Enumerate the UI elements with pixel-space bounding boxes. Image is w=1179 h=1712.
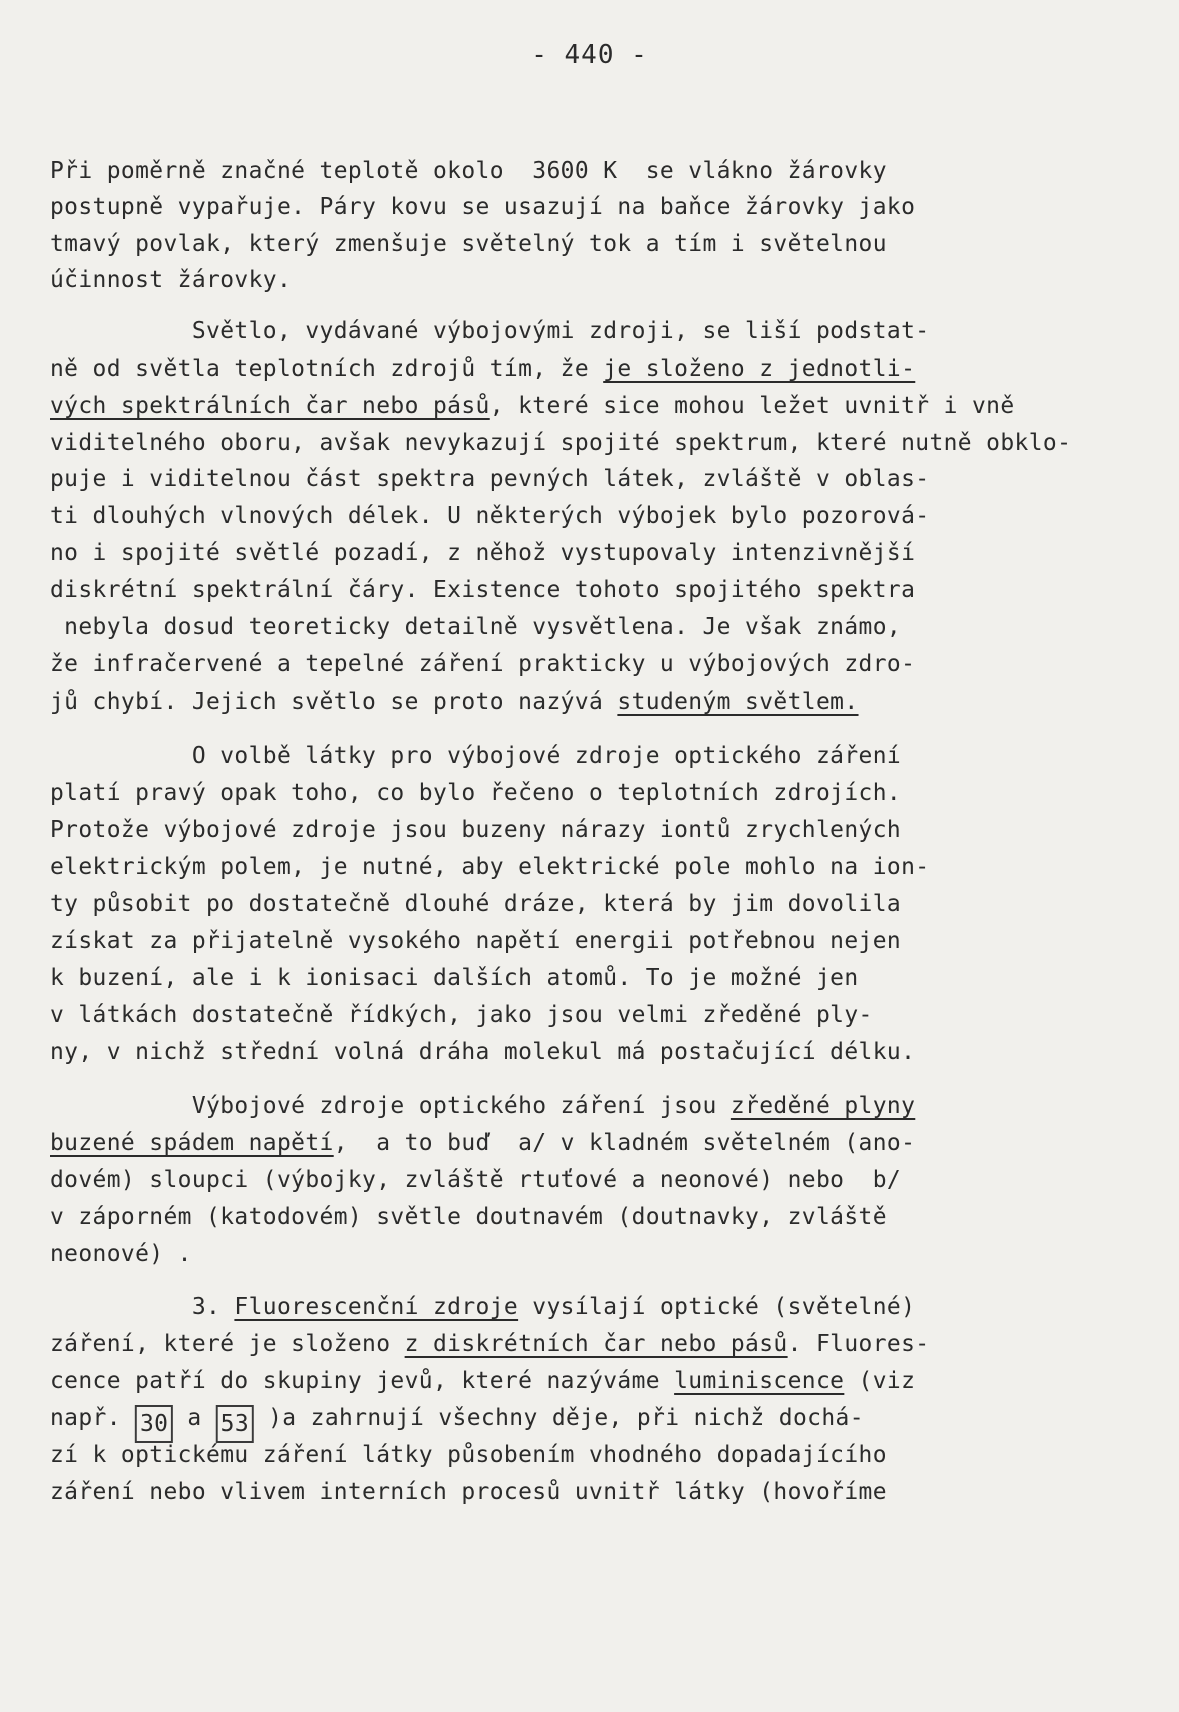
text-line — [50, 1036, 915, 1066]
text-segment: zí k optickému záření látky působením vhodného dopadajícího — [50, 1440, 887, 1468]
text-segment: viditelného oboru, avšak nevykazují spojité spektrum, které nutně obklo- — [50, 428, 1072, 456]
text-segment: tmavý povlak, který zmenšuje světelný tok a tím i světelnou — [50, 229, 887, 257]
text-line — [50, 353, 915, 383]
text-segment: v záporném (katodovém) světle doutnavém (doutnavky, zvláště — [50, 1202, 887, 1230]
text-line — [50, 155, 887, 185]
underlined-text: luminiscence — [674, 1366, 845, 1394]
text-segment: elektrickým polem, je nutné, aby elektrické pole mohlo na ion- — [50, 852, 930, 880]
text-line — [50, 427, 1071, 457]
text-line — [50, 1402, 864, 1443]
underlined-text: Fluorescenční zdroje — [234, 1292, 519, 1320]
text-segment: že infračervené a tepelné záření prakticky u výbojových zdro- — [50, 649, 916, 677]
text-line — [50, 1090, 915, 1120]
text-segment: záření, které je složeno — [50, 1329, 405, 1357]
text-line — [50, 925, 901, 955]
text-segment: získat za přijatelně vysokého napětí energii potřebnou nejen — [50, 926, 902, 954]
text-segment: platí pravý opak toho, co bylo řečeno o teplotních zdrojích. — [50, 778, 902, 806]
text-line — [50, 777, 901, 807]
text-segment: Při poměrně značné teplotě okolo 3600 K se vlákno žárovky — [50, 156, 887, 184]
text-segment: ti dlouhých vlnových délek. U některých výbojek bylo pozorová- — [50, 501, 930, 529]
text-segment: Výbojové zdroje optického záření jsou — [50, 1091, 731, 1119]
text-segment: puje i viditelnou část spektra pevných látek, zvláště v oblas- — [50, 464, 930, 492]
underlined-text: z diskrétních čar nebo pásů — [404, 1329, 788, 1357]
text-line — [50, 814, 901, 844]
text-line — [50, 191, 915, 221]
text-segment: nebyla dosud teoreticky detailně vysvětlena. Je však známo, — [50, 612, 902, 640]
text-segment: postupně vypařuje. Páry kovu se usazují na baňce žárovky jako — [50, 192, 916, 220]
text-line — [50, 574, 915, 604]
text-segment: . Fluores- — [787, 1329, 930, 1357]
text-line — [50, 463, 929, 493]
text-segment: ně od světla teplotních zdrojů tím, že — [50, 354, 604, 382]
underlined-text: zředěné plyny — [730, 1091, 916, 1119]
text-segment: (viz — [844, 1366, 916, 1394]
text-line — [50, 390, 1015, 420]
text-line — [50, 228, 887, 258]
text-line — [50, 537, 915, 567]
text-line — [50, 686, 859, 716]
text-segment: , které sice mohou ležet uvnitř i vně — [489, 391, 1015, 419]
text-line — [50, 1439, 887, 1469]
text-line — [50, 1164, 901, 1194]
underlined-text: vých spektrálních čar nebo pásů — [50, 391, 490, 419]
text-line — [50, 999, 873, 1029]
underlined-text: buzené spádem napětí — [50, 1128, 334, 1156]
text-line — [50, 1201, 887, 1231]
text-segment: vysílají optické (světelné) — [518, 1292, 916, 1320]
text-segment: záření nebo vlivem interních procesů uvnitř látky (hovoříme — [50, 1477, 887, 1505]
text-line — [50, 648, 915, 678]
page-number: - 440 - — [531, 40, 648, 70]
text-segment: např. — [50, 1403, 136, 1431]
text-segment: cence patří do skupiny jevů, které nazýváme — [50, 1366, 675, 1394]
text-segment: Světlo, vydávané výbojovými zdroji, se liší podstat- — [50, 316, 930, 344]
text-line — [50, 740, 901, 770]
text-segment: dovém) sloupci (výbojky, zvláště rtuťové a neonové) nebo b/ — [50, 1165, 902, 1193]
text-segment: , a to buď a/ v kladném světelném (ano- — [333, 1128, 916, 1156]
reference-citation: 30 — [135, 1405, 173, 1443]
text-line — [50, 264, 291, 294]
text-segment: účinnost žárovky. — [50, 265, 292, 293]
text-segment: 3. — [50, 1292, 235, 1320]
text-segment: diskrétní spektrální čáry. Existence tohoto spojitého spektra — [50, 575, 916, 603]
text-segment: v látkách dostatečně řídkých, jako jsou velmi zředěné ply- — [50, 1000, 873, 1028]
text-line — [50, 1238, 192, 1268]
text-line — [50, 1127, 915, 1157]
text-line — [50, 888, 901, 918]
text-segment: Protože výbojové zdroje jsou buzeny nárazy iontů zrychlených — [50, 815, 902, 843]
reference-citation: 53 — [216, 1405, 254, 1443]
text-line — [50, 1476, 887, 1506]
text-line — [50, 611, 901, 641]
text-segment: no i spojité světlé pozadí, z něhož vystupovaly intenzivnější — [50, 538, 916, 566]
text-line — [50, 315, 929, 345]
text-line — [50, 1328, 929, 1358]
text-line — [50, 1365, 915, 1395]
underlined-text: studeným světlem. — [617, 687, 859, 715]
text-segment: jů chybí. Jejich světlo se proto nazývá — [50, 687, 618, 715]
underlined-text: je složeno z jednotli- — [603, 354, 916, 382]
text-segment: a — [173, 1403, 216, 1431]
text-line — [50, 851, 929, 881]
text-line — [50, 1291, 915, 1321]
text-segment: O volbě látky pro výbojové zdroje optického záření — [50, 741, 902, 769]
text-segment: )a zahrnují všechny děje, při nichž dochá- — [253, 1403, 864, 1431]
text-segment: ny, v nichž střední volná dráha molekul má postačující délku. — [50, 1037, 916, 1065]
text-segment: neonové) . — [50, 1239, 192, 1267]
text-line — [50, 962, 859, 992]
text-segment: ty působit po dostatečně dlouhé dráze, která by jim dovolila — [50, 889, 902, 917]
text-segment: k buzení, ale i k ionisaci dalších atomů. To je možné jen — [50, 963, 859, 991]
text-line — [50, 500, 929, 530]
